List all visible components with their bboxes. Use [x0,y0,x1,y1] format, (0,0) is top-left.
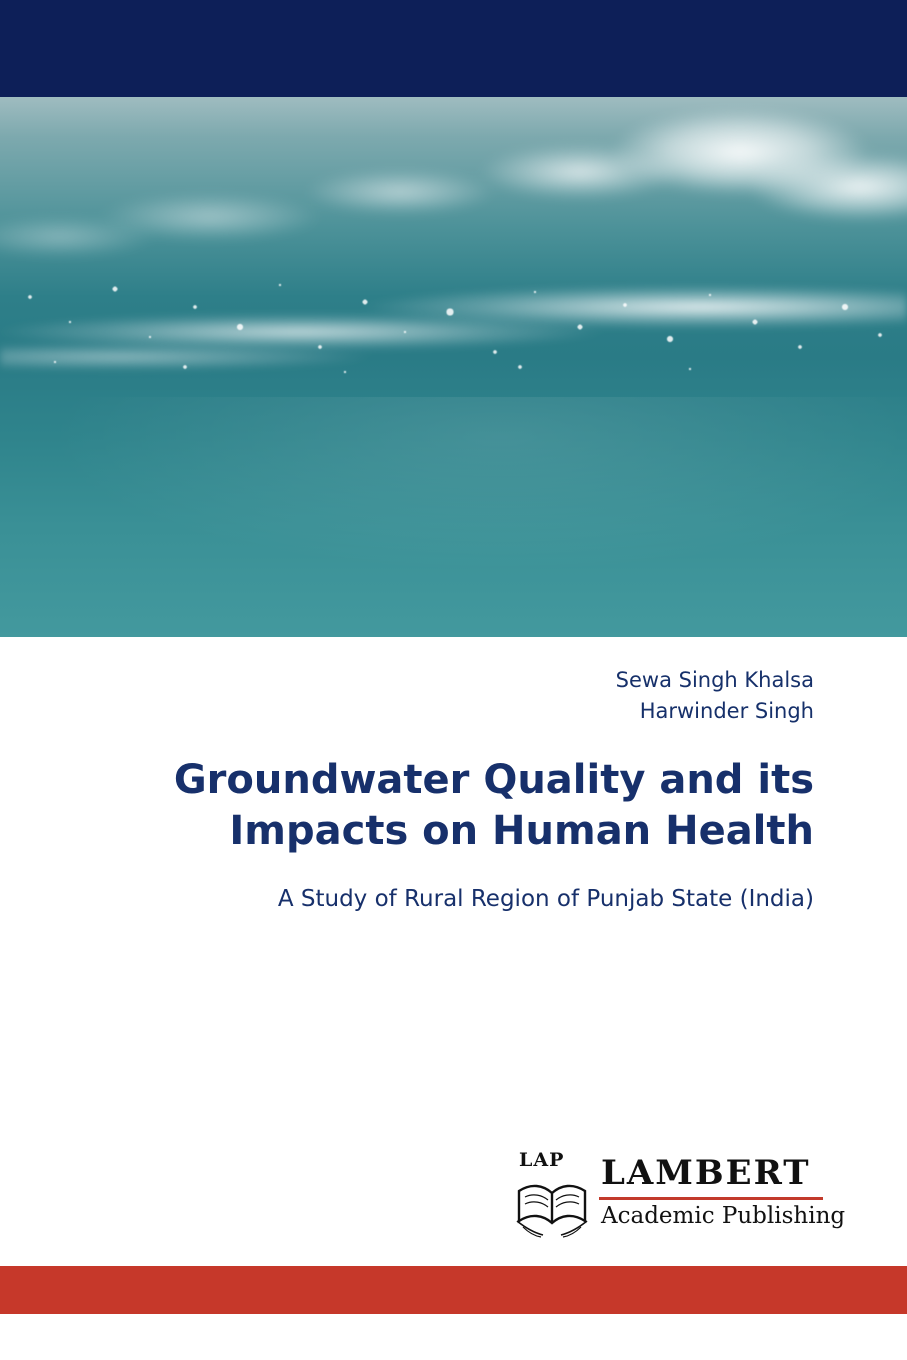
title-block [95,755,814,914]
top-color-band [0,0,907,97]
underwater-haze [0,397,907,637]
author-name-secondary: Harwinder Singh [639,699,814,723]
bottom-white-margin [0,1314,907,1360]
publisher-tagline: Academic Publishing [601,1203,846,1229]
bottom-color-band [0,1266,907,1314]
publisher-name: LAMBERT [601,1153,811,1193]
book-subtitle: A Study of Rural Region of Punjab State (India) [277,886,814,912]
book-title: Groundwater Quality and its Impacts on Human Health [173,757,814,854]
publisher-badge-text: LAP [519,1149,565,1171]
cover-photo [0,97,907,637]
water-surface-glow [0,97,907,257]
water-bubbles [0,267,907,387]
publisher-logo [513,1147,846,1243]
author-name-primary: Sewa Singh Khalsa [615,668,814,692]
author-list [616,665,814,727]
publisher-divider [599,1197,823,1200]
